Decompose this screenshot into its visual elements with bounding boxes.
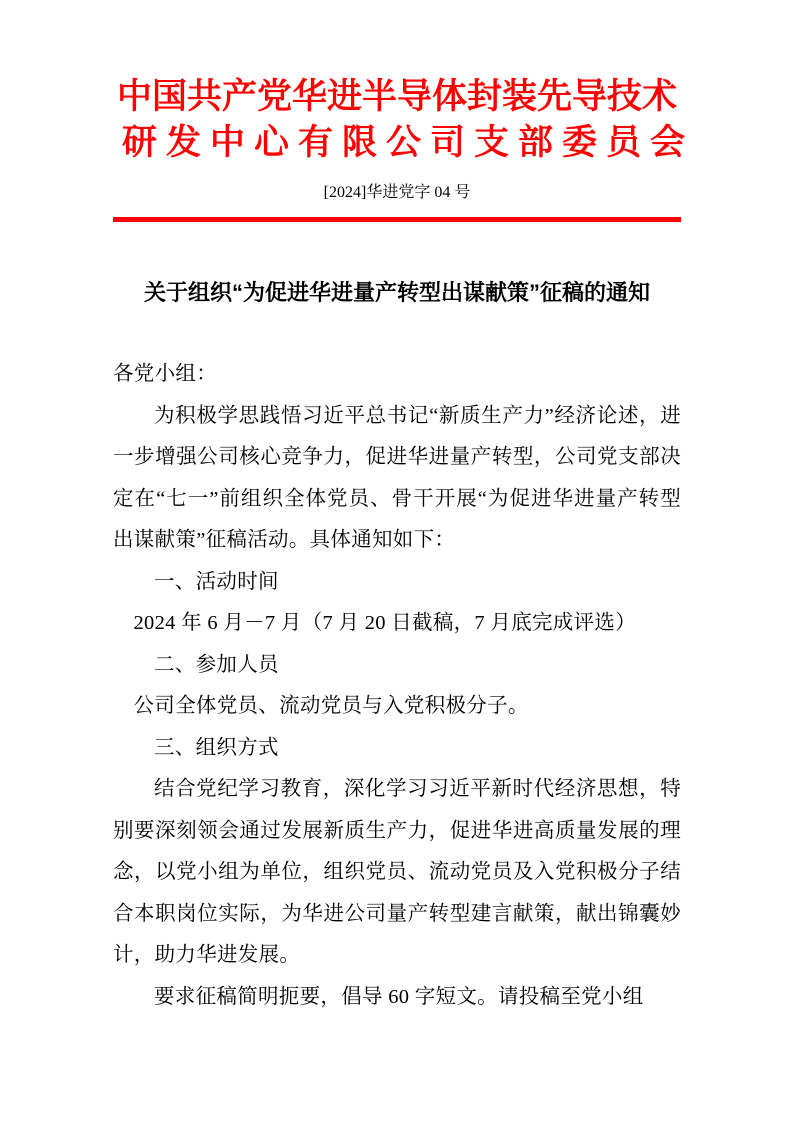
section-3-paragraph-1: 结合党纪学习教育，深化学习习近平新时代经济思想，特别要深刻领会通过发展新质生产力，促进华进高质量发展的理念，以党小组为单位，组织党员、流动党员及入党积极分子结合本职岗位实际，为华进公司量产转型建言献策，献出锦囊妙计，助力华进发展。 (113, 778, 681, 966)
section-2-heading: 二、参加人员 (154, 653, 279, 676)
document-body (113, 354, 681, 1018)
section-3-paragraph-2: 要求征稿简明扼要，倡导 60 字短文。请投稿至党小组 (154, 985, 644, 1008)
letterhead (113, 0, 695, 166)
document-title: 关于组织“为促进华进量产转型出谋献策”征稿的通知 (143, 280, 650, 305)
section-1-heading: 一、活动时间 (154, 570, 279, 593)
section-2-content: 公司全体党员、流动党员与入党积极分子。 (133, 695, 529, 717)
salutation: 各党小组： (113, 363, 217, 385)
letterhead-line-1: 中国共产党华进半导体封装先导技术 (116, 77, 677, 116)
section-1-content: 2024 年 6 月－7 月（7 月 20 日截稿，7 月底完成评选） (133, 612, 636, 634)
section-3-heading: 三、组织方式 (154, 736, 279, 759)
body-paragraph-1: 为积极学思践悟习近平总书记“新质生产力”经济论述，进一步增强公司核心竞争力，促进华进量产转型，公司党支部决定在“七一”前组织全体党员、骨干开展“为促进华进量产转型出谋献策”征稿活动。具体通知如下： (113, 404, 681, 551)
letterhead-line-2: 研发中心有限公司支部委员会 (122, 123, 695, 162)
red-separator-rule (113, 217, 681, 222)
document-serial-number: [2024]华进党字 04 号 (323, 184, 471, 201)
